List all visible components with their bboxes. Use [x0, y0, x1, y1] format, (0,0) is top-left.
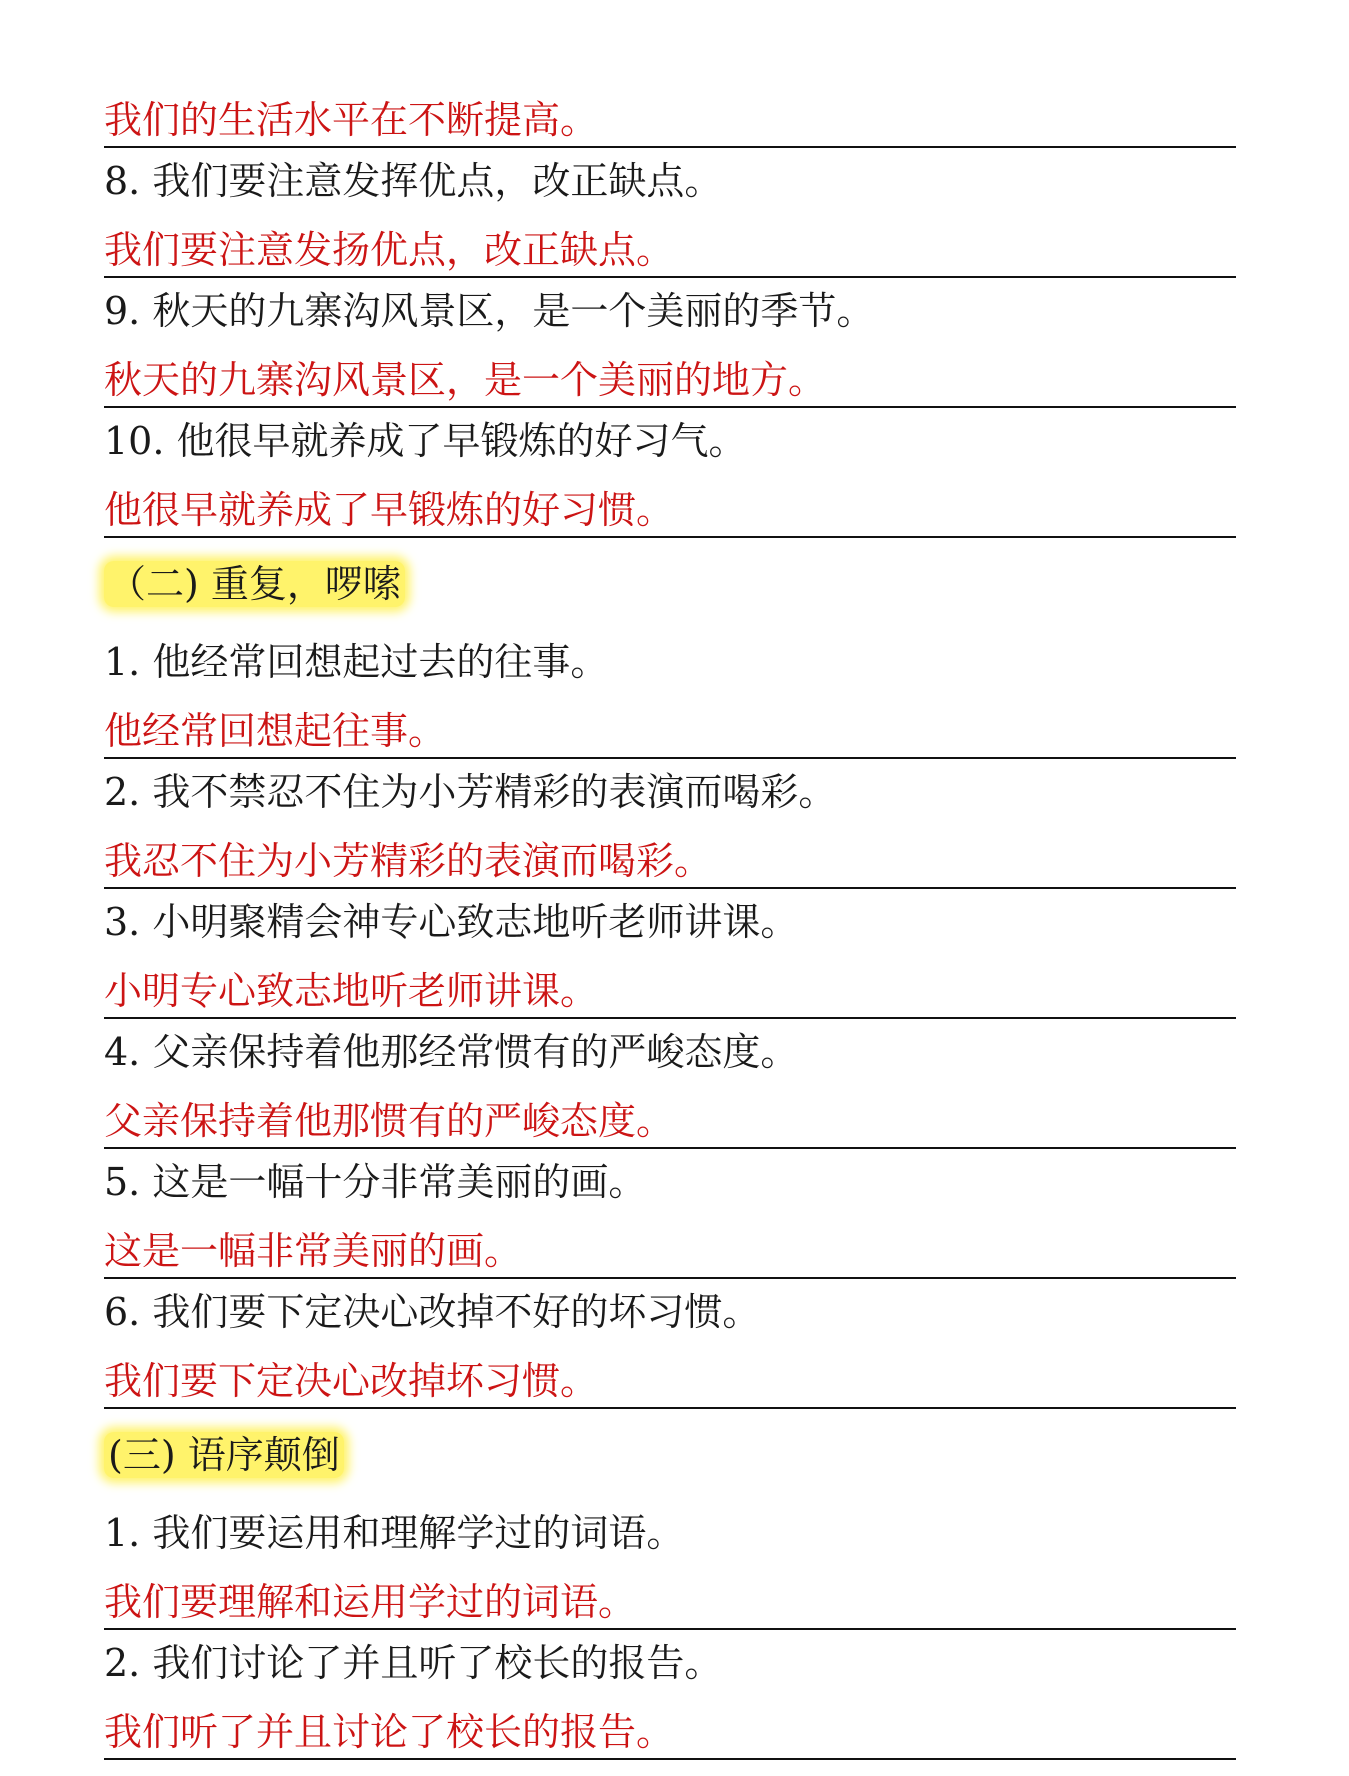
question-line: 2. 我不禁忍不住为小芳精彩的表演而喝彩。 [104, 770, 837, 814]
question-line: 1. 我们要运用和理解学过的词语。 [104, 1511, 685, 1555]
section-heading-label: (三) 语序颠倒 [104, 1432, 344, 1478]
question-line: 2. 我们讨论了并且听了校长的报告。 [104, 1641, 723, 1685]
question-line: 6. 我们要下定决心改掉不好的坏习惯。 [104, 1290, 761, 1334]
answer-line: 秋天的九寨沟风景区，是一个美丽的地方。 [104, 344, 1236, 408]
question-line: 1. 他经常回想起过去的往事。 [104, 640, 609, 684]
answer-line: 我忍不住为小芳精彩的表演而喝彩。 [104, 825, 1236, 889]
answer-line: 小明专心致志地听老师讲课。 [104, 955, 1236, 1019]
answer-line: 这是一幅非常美丽的画。 [104, 1215, 1236, 1279]
answer-line: 他经常回想起往事。 [104, 695, 1236, 759]
question-line: 10. 他很早就养成了早锻炼的好习气。 [104, 419, 747, 463]
question-line: 5. 这是一幅十分非常美丽的画。 [104, 1160, 647, 1204]
answer-line: 我们要注意发扬优点，改正缺点。 [104, 214, 1236, 278]
answer-line: 我们听了并且讨论了校长的报告。 [104, 1696, 1236, 1760]
question-line: 9. 秋天的九寨沟风景区，是一个美丽的季节。 [104, 289, 875, 333]
question-line: 4. 父亲保持着他那经常惯有的严峻态度。 [104, 1030, 799, 1074]
answer-line: 我们的生活水平在不断提高。 [104, 84, 1236, 148]
answer-line: 我们要下定决心改掉坏习惯。 [104, 1345, 1236, 1409]
section-heading-label: （二) 重复，啰嗦 [104, 561, 405, 607]
answer-line: 父亲保持着他那惯有的严峻态度。 [104, 1085, 1236, 1149]
section-heading [104, 538, 1236, 629]
section-heading [104, 1409, 1236, 1500]
answer-line: 他很早就养成了早锻炼的好习惯。 [104, 474, 1236, 538]
document-body [104, 84, 1236, 1760]
answer-line: 我们要理解和运用学过的词语。 [104, 1566, 1236, 1630]
question-line: 3. 小明聚精会神专心致志地听老师讲课。 [104, 900, 799, 944]
question-line: 8. 我们要注意发挥优点，改正缺点。 [104, 159, 723, 203]
